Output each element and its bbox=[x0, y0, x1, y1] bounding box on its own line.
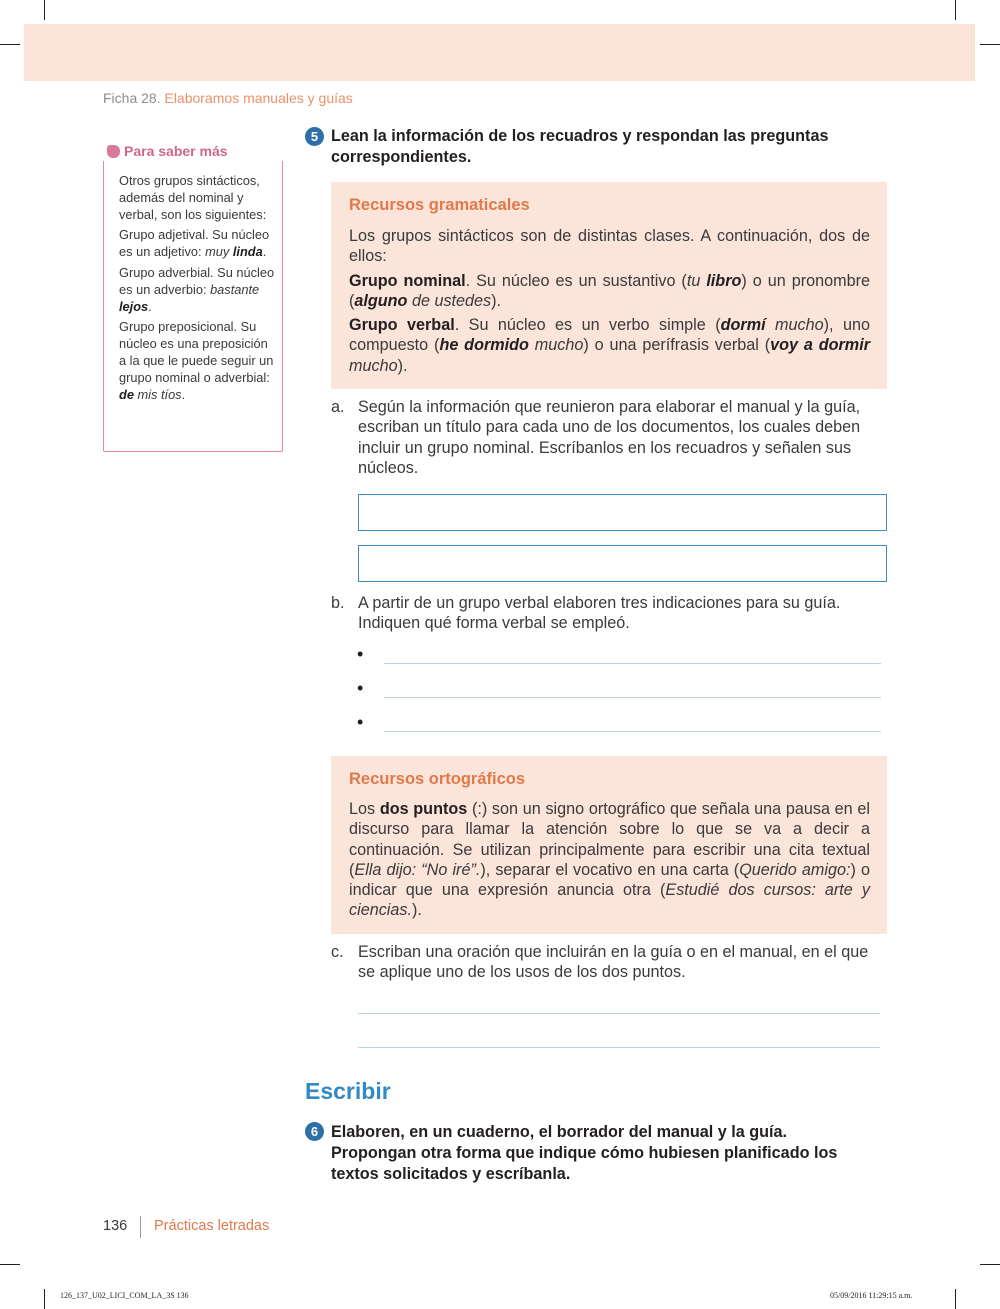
paragraph: Grupo adjetival. Su núcleo es un adjetivo: muy linda. bbox=[119, 227, 270, 260]
answer-box-2[interactable] bbox=[358, 545, 887, 582]
box-title: Recursos gramaticales bbox=[349, 196, 530, 214]
header-prefix: Ficha 28. bbox=[103, 90, 161, 106]
header-title: Elaboramos manuales y guías bbox=[164, 90, 353, 106]
section-title: Escribir bbox=[305, 1078, 391, 1104]
crop-mark bbox=[955, 0, 956, 20]
speech-bubble-icon bbox=[107, 145, 120, 158]
bullet: • bbox=[357, 712, 364, 732]
bullet: • bbox=[357, 644, 364, 664]
crop-mark bbox=[44, 0, 45, 20]
question-text: A partir de un grupo verbal elaboren tres indicaciones para su guía. Indiquen qué forma verbal se empleó. bbox=[358, 594, 841, 633]
box-title: Recursos ortográficos bbox=[349, 770, 526, 788]
crop-mark bbox=[955, 1289, 956, 1309]
activity-5-instruction: Lean la información de los recuadros y respondan las preguntas correspondientes. bbox=[331, 127, 829, 166]
activity-6-instruction: Elaboren, en un cuaderno, el borrador del manual y la guía. Propongan otra forma que indique cómo hubiesen planificado los textos solicitados y escríbanla. bbox=[331, 1123, 838, 1183]
crop-mark bbox=[980, 1264, 1000, 1265]
footer-divider bbox=[140, 1216, 141, 1238]
sidebar-title: Para saber más bbox=[124, 143, 228, 159]
answer-line[interactable] bbox=[358, 1013, 880, 1014]
paragraph: Otros grupos sintácticos, además del nominal y verbal, son los siguientes: bbox=[119, 173, 267, 222]
crop-mark bbox=[0, 44, 20, 45]
question-label: b. bbox=[331, 594, 345, 612]
paragraph: Grupo adverbial. Su núcleo es un adverbio: bastante lejos. bbox=[119, 264, 275, 314]
sidebar-text bbox=[119, 173, 275, 407]
question-text: Según la información que reunieron para elaborar el manual y la guía, escriban un título para cada uno de los documentos, los cuales deben incluir un grupo nominal. Escríbanlos en los recuadros y señalen sus núcleos. bbox=[358, 398, 861, 477]
answer-line[interactable] bbox=[384, 731, 881, 732]
sidebar-title-row bbox=[107, 143, 228, 159]
crop-mark bbox=[980, 44, 1000, 45]
print-slug-right: 05/09/2016 11:29:15 a.m. bbox=[830, 1291, 913, 1300]
question-b bbox=[331, 593, 871, 637]
paragraph: Grupo preposicional. Su núcleo es una preposición a la que le puede seguir un grupo nominal o adverbial: de mis tíos. bbox=[119, 319, 274, 402]
recursos-ortograficos-box bbox=[331, 756, 887, 934]
box-text bbox=[349, 226, 870, 380]
activity-number-5: 5 bbox=[305, 127, 324, 146]
paragraph: Grupo verbal. Su núcleo es un verbo simple (dormí mucho), uno compuesto (he dormido mucho) o una perífrasis verbal (voy a dormir mucho). bbox=[349, 316, 870, 375]
question-a bbox=[331, 397, 871, 481]
answer-line[interactable] bbox=[384, 697, 881, 698]
print-slug-left: 126_137_U02_LICI_COM_LA_3S 136 bbox=[60, 1291, 189, 1300]
question-label: a. bbox=[331, 398, 345, 416]
answer-line[interactable] bbox=[384, 663, 881, 664]
crop-mark bbox=[44, 1289, 45, 1309]
book-title: Prácticas letradas bbox=[154, 1218, 270, 1234]
paragraph: Grupo nominal. Su núcleo es un sustantivo (tu libro) o un pronombre (alguno de ustedes). bbox=[349, 271, 870, 310]
bullet: • bbox=[357, 678, 364, 698]
crop-mark bbox=[0, 1264, 20, 1265]
page-number: 136 bbox=[103, 1218, 128, 1234]
paragraph: Los grupos sintácticos son de distintas clases. A continuación, dos de ellos: bbox=[349, 227, 870, 266]
activity-number-6: 6 bbox=[305, 1122, 324, 1141]
question-label: c. bbox=[331, 943, 344, 961]
recursos-gramaticales-box bbox=[331, 182, 887, 389]
question-text: Escriban una oración que incluirán en la guía o en el manual, en el que se aplique uno de los usos de los dos puntos. bbox=[358, 943, 869, 982]
answer-line[interactable] bbox=[358, 1047, 880, 1048]
sidebar-para-saber-mas bbox=[103, 143, 283, 452]
paragraph: Los dos puntos (:) son un signo ortográfico que señala una pausa en el discurso para llamar la atención sobre lo que se va a decir a continuación. Se utilizan principalmente para escribir una cita textual (Ella dijo: “No iré”.), separar el vocativo en una carta (Querido amigo:) o indicar que una expresión anuncia otra (Estudié dos cursos: arte y ciencias.). bbox=[349, 800, 870, 920]
answer-box-1[interactable] bbox=[358, 494, 887, 531]
question-c bbox=[331, 942, 881, 986]
header-band bbox=[24, 24, 975, 81]
box-text bbox=[349, 799, 870, 925]
running-header bbox=[103, 90, 353, 106]
